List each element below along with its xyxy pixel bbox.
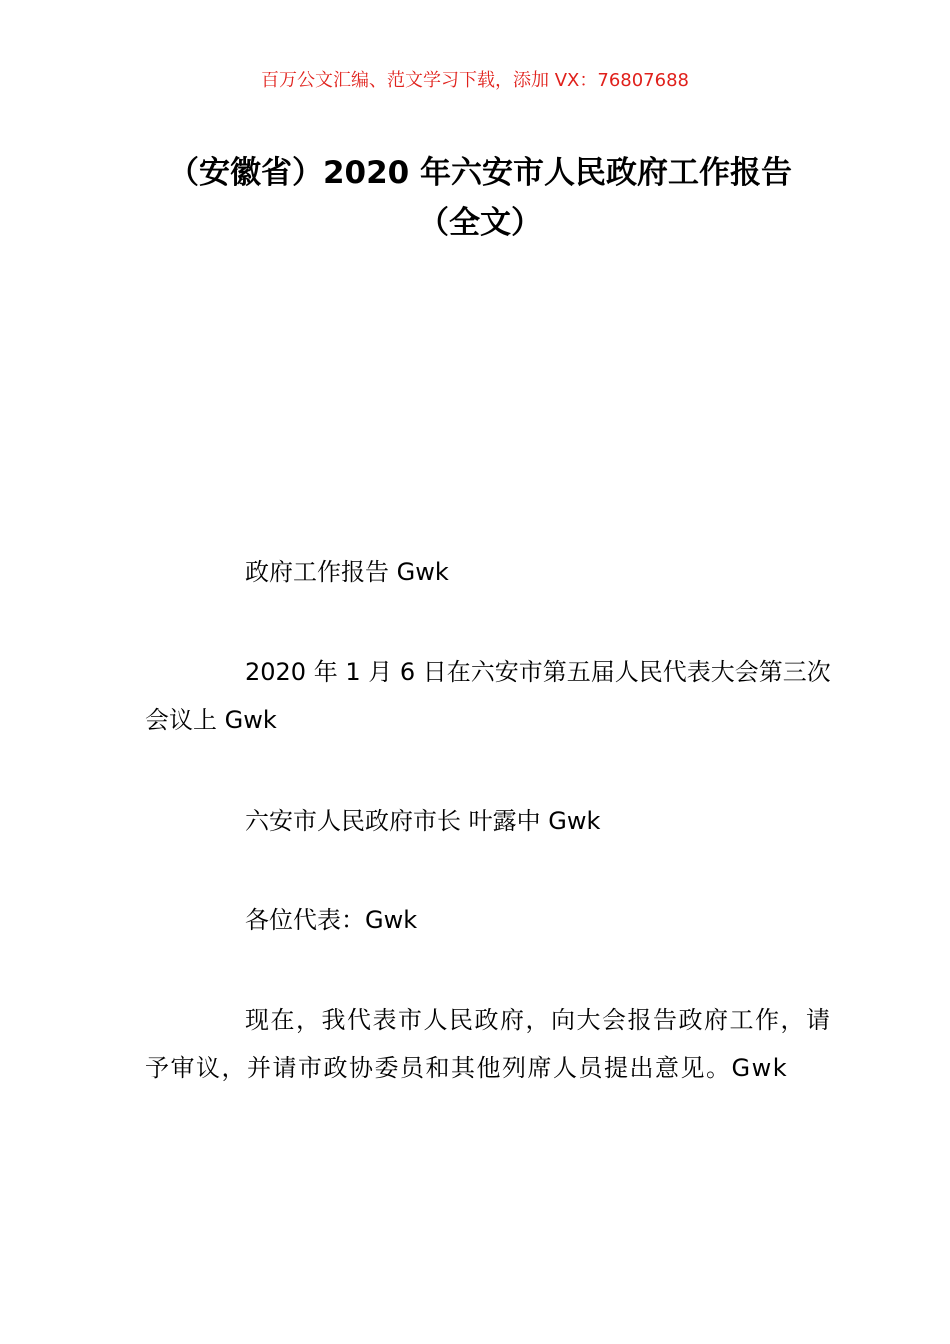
paragraph-opening: 现在，我代表市人民政府，向大会报告政府工作，请予审议，并请市政协委员和其他列席人员提出意见。Gwk: [145, 1006, 832, 1082]
paragraph-salutation: 各位代表：Gwk: [245, 906, 418, 934]
paragraph-report-heading: 政府工作报告 Gwk: [245, 558, 449, 586]
paragraph-speaker: 六安市人民政府市长 叶露中 Gwk: [245, 807, 601, 835]
header-note: 百万公文汇编、范文学习下载，添加 VX：76807688: [261, 70, 689, 91]
document-title: （安徽省）2020 年六安市人民政府工作报告（全文）: [167, 155, 793, 241]
paragraph-meeting-date: 2020 年 1 月 6 日在六安市第五届人民代表大会第三次会议上 Gwk: [145, 658, 831, 734]
